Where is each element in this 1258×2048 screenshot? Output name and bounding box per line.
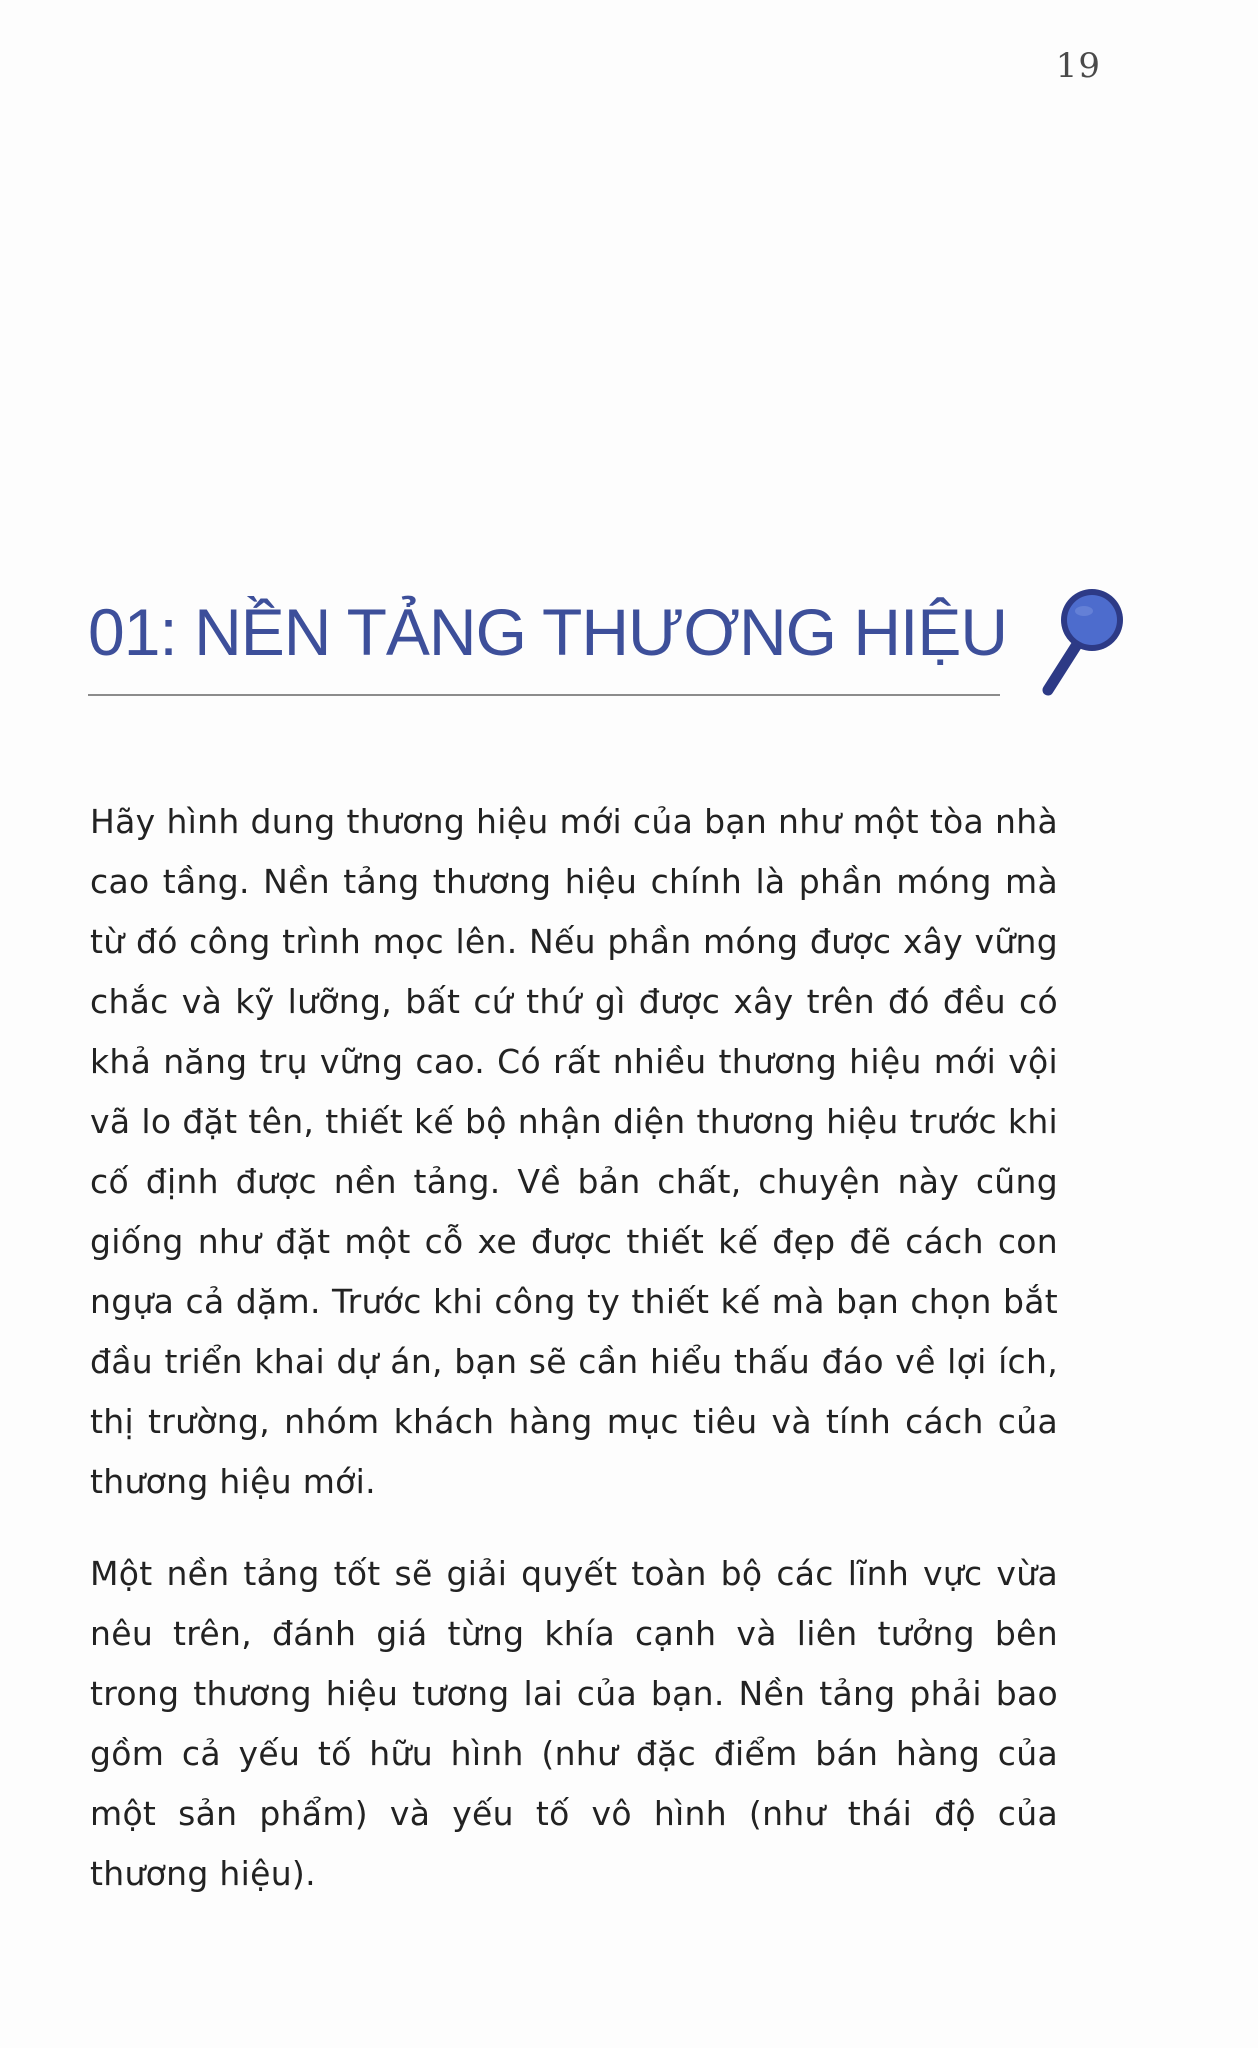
chapter-title: 01: NỀN TẢNG THƯƠNG HIỆU [88,595,1008,669]
paragraph-2: Một nền tảng tốt sẽ giải quyết toàn bộ các lĩnh vực vừa nêu trên, đánh giá từng khía cạnh và liên tưởng bên trong thương hiệu tương lai của bạn. Nền tảng phải bao gồm cả yếu tố hữu hình (như đặc điểm bán hàng của một sản phẩm) và yếu tố vô hình (như thái độ của thương hiệu). [90,1554,1058,1893]
page-number: 19 [1055,46,1101,86]
magnifying-glass-icon [1040,586,1126,696]
heading-divider [88,694,1000,696]
magnifier-lens [1067,595,1117,645]
magnifier-handle [1048,646,1076,690]
chapter-heading [88,590,1008,700]
body-text [90,792,1058,1904]
paragraph-1: Hãy hình dung thương hiệu mới của bạn như một tòa nhà cao tầng. Nền tảng thương hiệu chính là phần móng mà từ đó công trình mọc lên. Nếu phần móng được xây vững chắc và kỹ lưỡng, bất cứ thứ gì được xây trên đó đều có khả năng trụ vững cao. Có rất nhiều thương hiệu mới vội vã lo đặt tên, thiết kế bộ nhận diện thương hiệu trước khi cố định được nền tảng. Về bản chất, chuyện này cũng giống như đặt một cỗ xe được thiết kế đẹp đẽ cách con ngựa cả dặm. Trước khi công ty thiết kế mà bạn chọn bắt đầu triển khai dự án, bạn sẽ cần hiểu thấu đáo về lợi ích, thị trường, nhóm khách hàng mục tiêu và tính cách của thương hiệu mới. [90,802,1058,1501]
magnifier-glare [1075,606,1093,616]
